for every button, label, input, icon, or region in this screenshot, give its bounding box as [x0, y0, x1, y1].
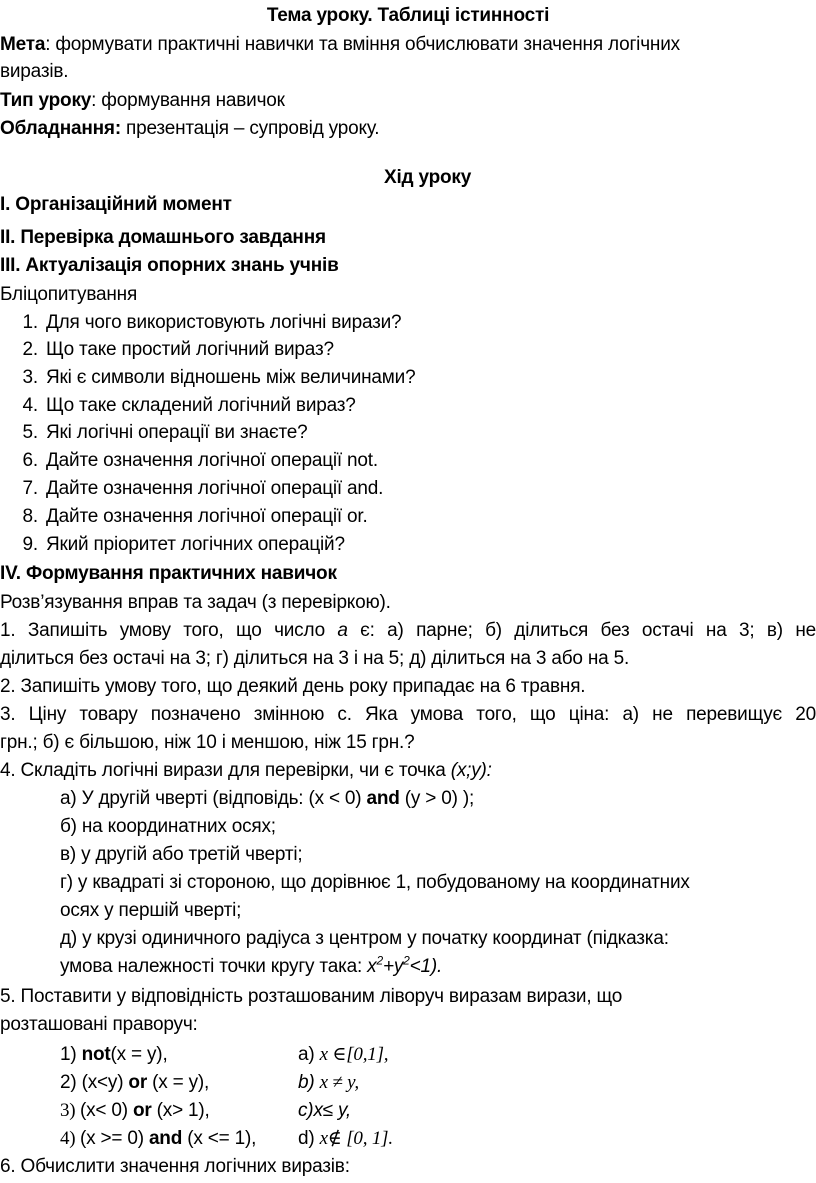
task-6: 6. Обчислити значення логічних виразів:	[0, 1156, 350, 1177]
list-text: Що таке простий логічний вираз?	[46, 339, 334, 360]
list-item	[10, 336, 334, 364]
list-text: Для чого використовують логічні вирази?	[46, 312, 402, 333]
equipment-text: презентація – супровід уроку.	[120, 118, 380, 139]
item-d-text: умова належності точки кругу така:	[60, 956, 368, 977]
list-text: Які логічні операції ви знаєте?	[46, 422, 308, 443]
task-5-line-2: розташовані праворуч:	[0, 1014, 198, 1035]
matching-left-3: 3) (x< 0) or (x> 1),	[60, 1100, 210, 1121]
section-2: II. Перевірка домашнього завдання	[0, 227, 326, 248]
list-number: 1.	[22, 312, 38, 333]
blitz-label: Бліцопитування	[0, 284, 138, 305]
type-label: Тип уроку	[0, 90, 92, 111]
matching-right-3: c)x≤ y,	[298, 1100, 352, 1121]
task-1-variable: а	[337, 620, 348, 641]
list-text: Що таке складений логічний вираз?	[46, 395, 356, 416]
type-text: : формування навичок	[91, 90, 285, 111]
task-4-item-d-2	[60, 953, 442, 981]
list-item	[10, 475, 383, 503]
list-text: Дайте означення логічної операції and.	[46, 478, 384, 499]
matching-right-1: а) x ∈[0,1],	[298, 1044, 389, 1065]
matching-right-4: d) x∉ [0, 1].	[298, 1128, 393, 1149]
list-number: 4.	[22, 395, 38, 416]
task-4-item-g-1: г) у квадраті зі стороною, що дорівнює 1, побудованому на координатних	[60, 872, 690, 893]
list-item	[10, 364, 415, 392]
list-item	[10, 309, 401, 337]
equipment-line	[0, 115, 379, 143]
task-4-item-g-2: осях у першій чверті;	[60, 900, 242, 921]
list-number: 3.	[22, 367, 38, 388]
goal-text: : формувати практичні навички та вміння обчислювати значення логічних	[45, 34, 680, 55]
list-number: 7.	[22, 478, 38, 499]
task-4-item-v: в) у другій або третій чверті;	[60, 844, 303, 865]
list-text: Який пріоритет логічних операцій?	[46, 534, 345, 555]
list-number: 5.	[22, 422, 38, 443]
list-number: 6.	[22, 450, 38, 471]
task-1-text-b: є: а) парне; б) ділиться без остачі на 3; в) не	[347, 620, 816, 641]
list-text: Які є символи відношень між величинами?	[46, 367, 416, 388]
list-number: 9.	[22, 534, 38, 555]
list-item	[10, 531, 345, 559]
list-item	[10, 392, 356, 420]
goal-label: Мета	[0, 34, 46, 55]
equipment-label: Обладнання:	[0, 118, 121, 139]
task-4-line	[0, 757, 492, 785]
matching-right-2: b) x ≠ y,	[298, 1072, 359, 1093]
task-4-item-d-1: д) у крузі одиничного радіуса з центром у початку координат (підказка:	[60, 928, 669, 949]
task-5-line-1: 5. Поставити у відповідність розташованим ліворуч виразам вирази, що	[0, 986, 623, 1007]
task-1-line-2: ділиться без остачі на 3; г) ділиться на 3 і на 5; д) ділиться на 3 або на 5.	[0, 648, 630, 669]
matching-left-1: 1) not(x = y),	[60, 1044, 168, 1065]
list-item	[10, 419, 308, 447]
goal-line	[0, 31, 680, 59]
task-1-line-1	[0, 617, 816, 645]
list-item	[10, 447, 378, 475]
section-4: IV. Формування практичних навичок	[0, 563, 337, 584]
list-text: Дайте означення логічної операції not.	[46, 450, 378, 471]
task-3-line-1: 3. Ціну товару позначено змінною с. Яка умова того, що ціна: а) не перевищує 20	[0, 704, 816, 725]
page-title: Тема уроку. Таблиці істинності	[266, 5, 550, 26]
type-line	[0, 87, 285, 115]
task-4-text: 4. Складіть логічні вирази для перевірки, чи є точка	[0, 760, 451, 781]
list-number: 2.	[22, 339, 38, 360]
task-4-item-a	[60, 785, 474, 813]
task-4-item-b: б) на координатних осях;	[60, 816, 276, 837]
section-3: III. Актуалізація опорних знань учнів	[0, 255, 339, 276]
item-a-and: and	[366, 788, 400, 809]
list-text: Дайте означення логічної операції or.	[46, 506, 368, 527]
matching-left-2: 2) (x<y) or (x = y),	[60, 1072, 210, 1093]
list-item	[10, 503, 368, 531]
matching-left-4: 4) (x >= 0) and (x <= 1),	[60, 1128, 257, 1149]
section-1: I. Організаційний момент	[0, 194, 232, 215]
item-a-post: (y > 0) );	[399, 788, 475, 809]
task-1-text-a: 1. Запишіть умову того, що число	[0, 620, 338, 641]
list-number: 8.	[22, 506, 38, 527]
task-4-point: (x;y):	[450, 760, 492, 781]
item-a-pre: а) У другій чверті (відповідь: (x < 0)	[60, 788, 367, 809]
task-2: 2. Запишіть умову того, що деякий день року припадає на 6 травня.	[0, 676, 586, 697]
formula: $x^2+y^2<1$).	[367, 953, 443, 977]
tasks-intro: Розв’язування вправ та задач (з перевіркою).	[0, 592, 391, 613]
task-3-line-2: грн.; б) є більшою, ніж 10 і меншою, ніж 15 грн.?	[0, 732, 415, 753]
goal-line-2: виразів.	[0, 61, 69, 82]
course-heading: Хід уроку	[384, 167, 472, 188]
